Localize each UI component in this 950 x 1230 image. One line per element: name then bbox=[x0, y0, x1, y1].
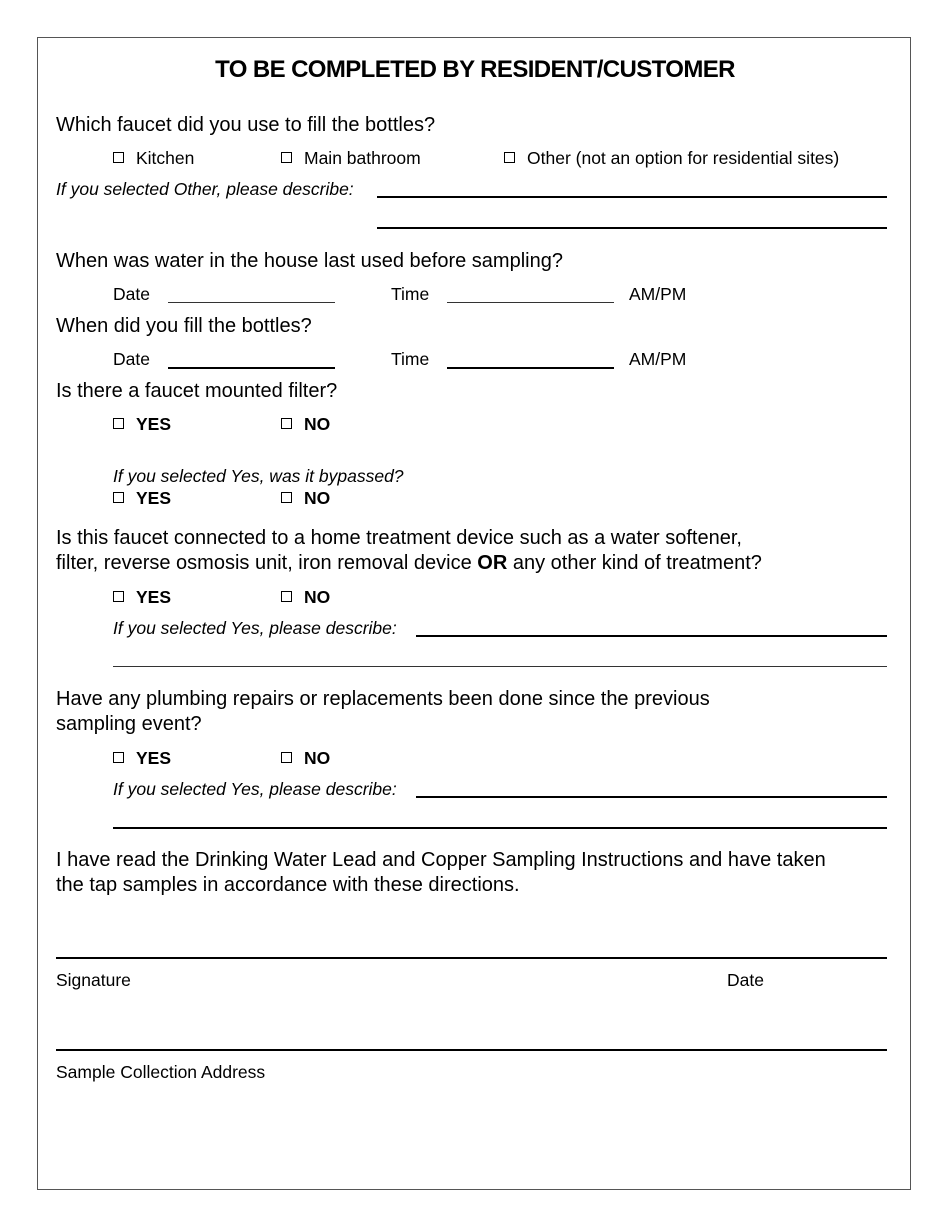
q5-question-line2-c: any other kind of treatment? bbox=[507, 552, 762, 574]
q3-time-field[interactable] bbox=[447, 367, 614, 369]
option-main-bathroom-label: Main bathroom bbox=[304, 148, 421, 168]
q6-describe-line-2[interactable] bbox=[113, 827, 887, 829]
q4-bypassed-yes-label: YES bbox=[136, 488, 172, 508]
q3-time-label: Time bbox=[391, 349, 430, 369]
q3-date-label: Date bbox=[113, 349, 150, 369]
q4-bypassed-no-checkbox[interactable] bbox=[281, 488, 330, 509]
signature-label: Signature bbox=[56, 970, 131, 990]
checkbox-kitchen[interactable] bbox=[113, 148, 194, 169]
other-describe-line-1[interactable] bbox=[377, 196, 887, 198]
q6-describe-prompt: If you selected Yes, please describe: bbox=[113, 779, 397, 799]
checkbox-other[interactable] bbox=[504, 148, 839, 169]
q2-question: When was water in the house last used before sampling? bbox=[56, 250, 563, 272]
checkbox-icon bbox=[113, 752, 124, 763]
checkbox-icon bbox=[281, 418, 292, 429]
checkbox-icon bbox=[504, 152, 515, 163]
q5-no-label: NO bbox=[304, 587, 331, 607]
q2-time-field[interactable] bbox=[447, 302, 614, 303]
q2-date-label: Date bbox=[113, 284, 150, 304]
q4-yes-checkbox[interactable] bbox=[113, 414, 171, 435]
q6-no-checkbox[interactable] bbox=[281, 748, 330, 769]
checkbox-icon bbox=[113, 591, 124, 602]
q1-question: Which faucet did you use to fill the bottles? bbox=[56, 114, 436, 136]
checkbox-icon bbox=[113, 152, 124, 163]
address-line[interactable] bbox=[56, 1049, 887, 1051]
q5-no-checkbox[interactable] bbox=[281, 587, 330, 608]
checkbox-icon bbox=[113, 492, 124, 503]
q2-ampm-label: AM/PM bbox=[629, 284, 687, 304]
other-describe-prompt: If you selected Other, please describe: bbox=[56, 179, 354, 199]
q4-yes-label: YES bbox=[136, 414, 172, 434]
q5-question-line2-a: filter, reverse osmosis unit, iron removal device bbox=[56, 552, 478, 574]
q6-describe-line-1[interactable] bbox=[416, 796, 887, 798]
signature-line[interactable] bbox=[56, 957, 887, 959]
checkbox-icon bbox=[281, 492, 292, 503]
q3-ampm-label: AM/PM bbox=[629, 349, 687, 369]
q2-date-field[interactable] bbox=[168, 302, 335, 303]
certification-line2: the tap samples in accordance with these directions. bbox=[56, 874, 520, 896]
q6-question-line1: Have any plumbing repairs or replacements been done since the previous bbox=[56, 688, 710, 710]
q5-question-line1: Is this faucet connected to a home treatment device such as a water softener, bbox=[56, 527, 742, 549]
other-describe-line-2[interactable] bbox=[377, 227, 887, 229]
q3-date-field[interactable] bbox=[168, 367, 335, 369]
q5-yes-checkbox[interactable] bbox=[113, 587, 171, 608]
checkbox-icon bbox=[113, 418, 124, 429]
checkbox-main-bathroom[interactable] bbox=[281, 148, 421, 169]
q2-time-label: Time bbox=[391, 284, 430, 304]
q3-question: When did you fill the bottles? bbox=[56, 315, 312, 337]
q5-yes-label: YES bbox=[136, 587, 172, 607]
option-kitchen-label: Kitchen bbox=[136, 148, 195, 168]
form-border bbox=[37, 37, 911, 1190]
q4-no-label: NO bbox=[304, 414, 331, 434]
q5-question-or: OR bbox=[477, 552, 508, 574]
certification-line1: I have read the Drinking Water Lead and Copper Sampling Instructions and have taken bbox=[56, 849, 826, 871]
form-title: TO BE COMPLETED BY RESIDENT/CUSTOMER bbox=[215, 56, 735, 83]
q6-yes-label: YES bbox=[136, 748, 172, 768]
checkbox-icon bbox=[281, 752, 292, 763]
q5-describe-line-1[interactable] bbox=[416, 635, 887, 637]
checkbox-icon bbox=[281, 152, 292, 163]
q6-yes-checkbox[interactable] bbox=[113, 748, 171, 769]
q4-followup: If you selected Yes, was it bypassed? bbox=[113, 466, 404, 486]
signature-date-label: Date bbox=[727, 970, 764, 990]
option-other-label: Other (not an option for residential sites) bbox=[527, 148, 840, 168]
q5-describe-prompt: If you selected Yes, please describe: bbox=[113, 618, 397, 638]
q5-describe-line-2[interactable] bbox=[113, 666, 887, 667]
q4-bypassed-yes-checkbox[interactable] bbox=[113, 488, 171, 509]
q6-no-label: NO bbox=[304, 748, 331, 768]
q6-question-line2: sampling event? bbox=[56, 713, 202, 735]
q4-question: Is there a faucet mounted filter? bbox=[56, 380, 338, 402]
q4-bypassed-no-label: NO bbox=[304, 488, 331, 508]
q5-question-line2 bbox=[56, 552, 762, 575]
q4-no-checkbox[interactable] bbox=[281, 414, 330, 435]
address-label: Sample Collection Address bbox=[56, 1062, 266, 1082]
checkbox-icon bbox=[281, 591, 292, 602]
